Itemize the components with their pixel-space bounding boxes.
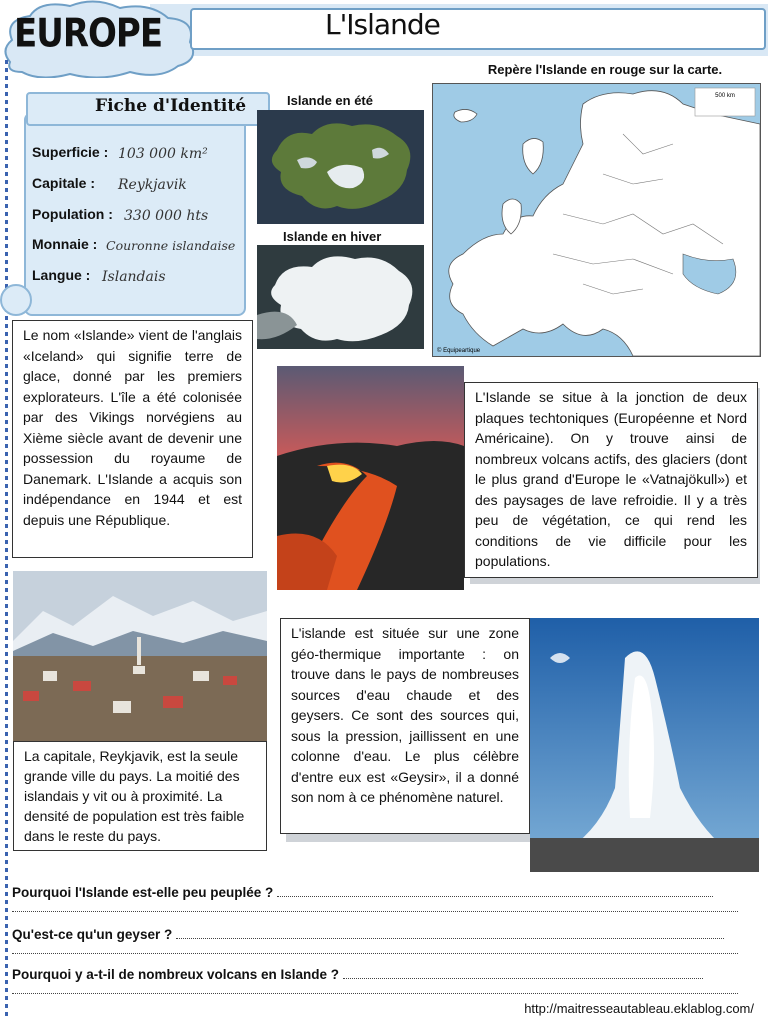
answer-line-1[interactable] — [12, 911, 738, 912]
map-instruction: Repère l'Islande en rouge sur la carte. — [487, 62, 723, 77]
fiche-label-capitale: Capitale : — [32, 175, 96, 191]
iceland-summer-image — [257, 110, 424, 224]
map-credit: © Equipeartique — [437, 348, 481, 354]
fiche-value-superficie: 103 000 km² — [118, 146, 208, 162]
question-2-dots[interactable] — [176, 928, 724, 939]
map-scale: 500 km — [715, 93, 735, 99]
reykjavik-image — [13, 571, 267, 741]
fiche-label-langue: Langue : — [32, 267, 91, 283]
scroll-curl-icon — [0, 284, 32, 316]
answer-line-3[interactable] — [12, 993, 738, 994]
section-title: EUROPE — [14, 11, 163, 57]
summer-label: Islande en été — [287, 93, 373, 108]
fiche-value-monnaie: Couronne islandaise — [106, 238, 236, 253]
fiche-label-population: Population : — [32, 206, 113, 222]
fiche-value-capitale: Reykjavik — [118, 177, 187, 193]
question-3: Pourquoi y a-t-il de nombreux volcans en Islande ? — [12, 967, 703, 982]
plates-text: L'Islande se situe à la jonction de deux plaques techtoniques (Européenne et Nord Américaine). On y trouve ainsi de nombreux volcans actifs, des glaciers (dont le plus grand d'Europe le «Vatnajökull») et des paysages de lave refroidie. Il y a très peu de végétation, ce qui rend les conditions de vie difficile pour les populations. — [464, 382, 758, 578]
fiche-label-monnaie: Monnaie : — [32, 236, 98, 252]
question-1-dots[interactable] — [277, 886, 713, 897]
geyser-text: L'islande est située sur une zone géo-thermique importante : on trouve dans le pays de nombreuses sources d'eau chaude et des geysers. Ce sont des sources qui, sous la pression, jaillissent en une colonne d'eau. Le plus célèbre d'entre eux est «Geysir», il a donné son nom à ce phénomène naturel. — [280, 618, 530, 834]
capital-text: La capitale, Reykjavik, est la seule grande ville du pays. La moitié des islandais y vit ou à proximité. La densité de population est très faible dans le reste du pays. — [13, 741, 267, 851]
winter-label: Islande en hiver — [283, 229, 382, 244]
identity-card-title: Fiche d'Identité — [95, 96, 247, 116]
volcano-lava-image — [277, 366, 464, 590]
geyser-image — [530, 618, 759, 872]
fiche-label-superficie: Superficie : — [32, 144, 109, 160]
answer-line-2[interactable] — [12, 953, 738, 954]
fiche-value-population: 330 000 hts — [124, 208, 209, 224]
fiche-value-langue: Islandais — [102, 269, 166, 285]
question-2: Qu'est-ce qu'un geyser ? — [12, 927, 724, 942]
title-bar — [190, 8, 766, 50]
left-dotted-border — [5, 60, 8, 1020]
footer-url[interactable]: http://maitresseautableau.eklablog.com/ — [524, 1001, 754, 1016]
page-title: L'Islande — [325, 8, 440, 41]
name-origin-text: Le nom «Islande» vient de l'anglais «Iceland» qui signifie terre de glace, donné par les premiers explorateurs. L'île a été colonisée par des Vikings norvégiens au Xième siècle avant de devenir une possession du royaume de Danemark. L'Islande a acquis son indépendance en 1944 et est depuis une République. — [12, 320, 253, 558]
europe-map[interactable] — [432, 83, 761, 357]
iceland-winter-image — [257, 245, 424, 349]
question-1: Pourquoi l'Islande est-elle peu peuplée ? — [12, 885, 713, 900]
question-3-dots[interactable] — [343, 968, 703, 979]
